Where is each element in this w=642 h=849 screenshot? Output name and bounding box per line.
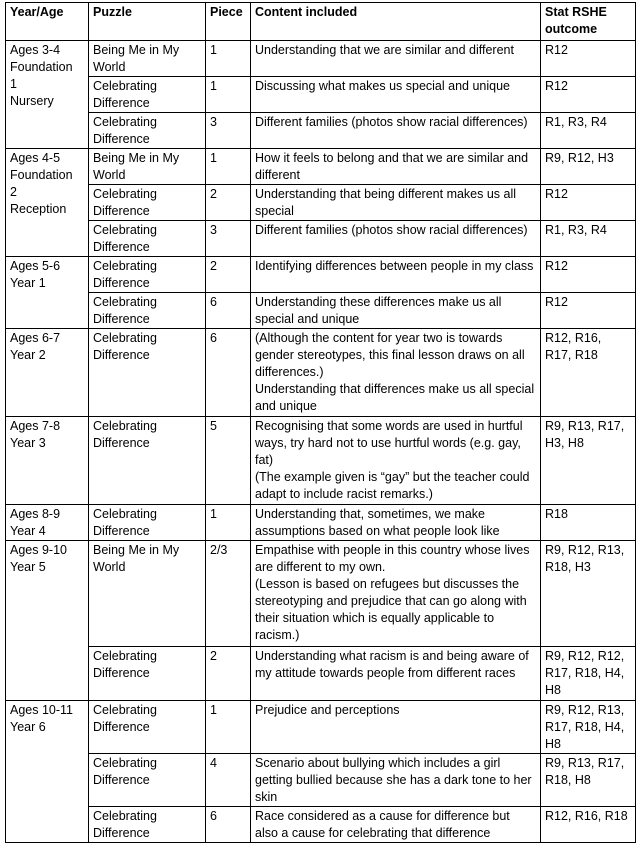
year-age-cell: Ages 8-9 Year 4 (6, 505, 89, 541)
header-year-age: Year/Age (6, 3, 89, 41)
year-age-cell: Ages 3-4 Foundation 1 Nursery (6, 41, 89, 149)
table-row (6, 541, 636, 647)
piece-cell: 6 (206, 293, 251, 329)
table-row (6, 77, 636, 113)
header-puzzle: Puzzle (89, 3, 206, 41)
piece-cell: 6 (206, 329, 251, 417)
puzzle-cell: Celebrating Difference (89, 807, 206, 843)
piece-cell: 1 (206, 149, 251, 185)
content-cell: Understanding that we are similar and different (251, 41, 541, 77)
year-age-cell: Ages 7-8 Year 3 (6, 417, 89, 505)
year-age-cell: Ages 5-6 Year 1 (6, 257, 89, 329)
outcome-cell: R1, R3, R4 (541, 113, 636, 149)
puzzle-cell: Celebrating Difference (89, 185, 206, 221)
piece-cell: 2/3 (206, 541, 251, 647)
table-row (6, 149, 636, 185)
content-cell: Prejudice and perceptions (251, 701, 541, 754)
puzzle-cell: Celebrating Difference (89, 77, 206, 113)
outcome-cell: R12, R16, R17, R18 (541, 329, 636, 417)
piece-cell: 4 (206, 754, 251, 807)
puzzle-cell: Celebrating Difference (89, 221, 206, 257)
puzzle-cell: Celebrating Difference (89, 505, 206, 541)
table-row (6, 41, 636, 77)
content-cell: Identifying differences between people in my class (251, 257, 541, 293)
outcome-cell: R9, R13, R17, H3, H8 (541, 417, 636, 505)
puzzle-cell: Celebrating Difference (89, 293, 206, 329)
outcome-cell: R1, R3, R4 (541, 221, 636, 257)
outcome-cell: R9, R13, R17, R18, H8 (541, 754, 636, 807)
outcome-cell: R12 (541, 293, 636, 329)
piece-cell: 3 (206, 221, 251, 257)
year-age-cell: Ages 4-5 Foundation 2 Reception (6, 149, 89, 257)
table-body (6, 41, 636, 843)
puzzle-cell: Celebrating Difference (89, 113, 206, 149)
outcome-cell: R9, R12, R12, R17, R18, H4, H8 (541, 647, 636, 701)
year-age-cell: Ages 9-10 Year 5 (6, 541, 89, 701)
table-row (6, 647, 636, 701)
piece-cell: 2 (206, 257, 251, 293)
header-content: Content included (251, 3, 541, 41)
outcome-cell: R12 (541, 257, 636, 293)
outcome-cell: R12, R16, R18 (541, 807, 636, 843)
piece-cell: 6 (206, 807, 251, 843)
table-row (6, 701, 636, 754)
table-row (6, 185, 636, 221)
content-cell: Understanding these differences make us all special and unique (251, 293, 541, 329)
header-row (6, 3, 636, 41)
piece-cell: 1 (206, 41, 251, 77)
puzzle-cell: Being Me in My World (89, 541, 206, 647)
content-cell: How it feels to belong and that we are similar and different (251, 149, 541, 185)
content-cell: Different families (photos show racial differences) (251, 113, 541, 149)
content-cell: Different families (photos show racial differences) (251, 221, 541, 257)
content-cell: Recognising that some words are used in hurtful ways, try hard not to use hurtful words (e.g. gay, fat) (The example given is “gay” but the teacher could adapt to include racist remarks.) (251, 417, 541, 505)
puzzle-cell: Being Me in My World (89, 41, 206, 77)
year-age-cell: Ages 6-7 Year 2 (6, 329, 89, 417)
content-cell: (Although the content for year two is towards gender stereotypes, this final lesson draws on all differences.) Understanding that differences make us all special and unique (251, 329, 541, 417)
puzzle-cell: Celebrating Difference (89, 647, 206, 701)
table-row (6, 293, 636, 329)
header-outcome: Stat RSHE outcome (541, 3, 636, 41)
content-cell: Empathise with people in this country whose lives are different to my own. (Lesson is based on refugees but discusses the stereotyping and prejudice that can go along with their situation which is equally applicable to racism.) (251, 541, 541, 647)
puzzle-cell: Celebrating Difference (89, 701, 206, 754)
piece-cell: 1 (206, 701, 251, 754)
piece-cell: 1 (206, 77, 251, 113)
table-row (6, 505, 636, 541)
table-row (6, 417, 636, 505)
outcome-cell: R9, R12, R13, R18, H3 (541, 541, 636, 647)
piece-cell: 2 (206, 185, 251, 221)
piece-cell: 5 (206, 417, 251, 505)
content-cell: Scenario about bullying which includes a girl getting bullied because she has a dark tone to her skin (251, 754, 541, 807)
table-row (6, 257, 636, 293)
puzzle-cell: Celebrating Difference (89, 257, 206, 293)
table-row (6, 329, 636, 417)
outcome-cell: R9, R12, R13, R17, R18, H4, H8 (541, 701, 636, 754)
puzzle-cell: Being Me in My World (89, 149, 206, 185)
content-cell: Discussing what makes us special and unique (251, 77, 541, 113)
table-row (6, 113, 636, 149)
header-piece: Piece (206, 3, 251, 41)
outcome-cell: R18 (541, 505, 636, 541)
content-cell: Understanding that, sometimes, we make assumptions based on what people look like (251, 505, 541, 541)
outcome-cell: R12 (541, 77, 636, 113)
puzzle-cell: Celebrating Difference (89, 417, 206, 505)
puzzle-cell: Celebrating Difference (89, 754, 206, 807)
outcome-cell: R12 (541, 185, 636, 221)
outcome-cell: R9, R12, H3 (541, 149, 636, 185)
content-cell: Understanding that being different makes us all special (251, 185, 541, 221)
piece-cell: 1 (206, 505, 251, 541)
piece-cell: 2 (206, 647, 251, 701)
table-row (6, 754, 636, 807)
outcome-cell: R12 (541, 41, 636, 77)
year-age-cell: Ages 10-11 Year 6 (6, 701, 89, 843)
table-row (6, 807, 636, 843)
piece-cell: 3 (206, 113, 251, 149)
curriculum-table (5, 2, 636, 843)
table-row (6, 221, 636, 257)
content-cell: Race considered as a cause for difference but also a cause for celebrating that difference (251, 807, 541, 843)
puzzle-cell: Celebrating Difference (89, 329, 206, 417)
content-cell: Understanding what racism is and being aware of my attitude towards people from different races (251, 647, 541, 701)
